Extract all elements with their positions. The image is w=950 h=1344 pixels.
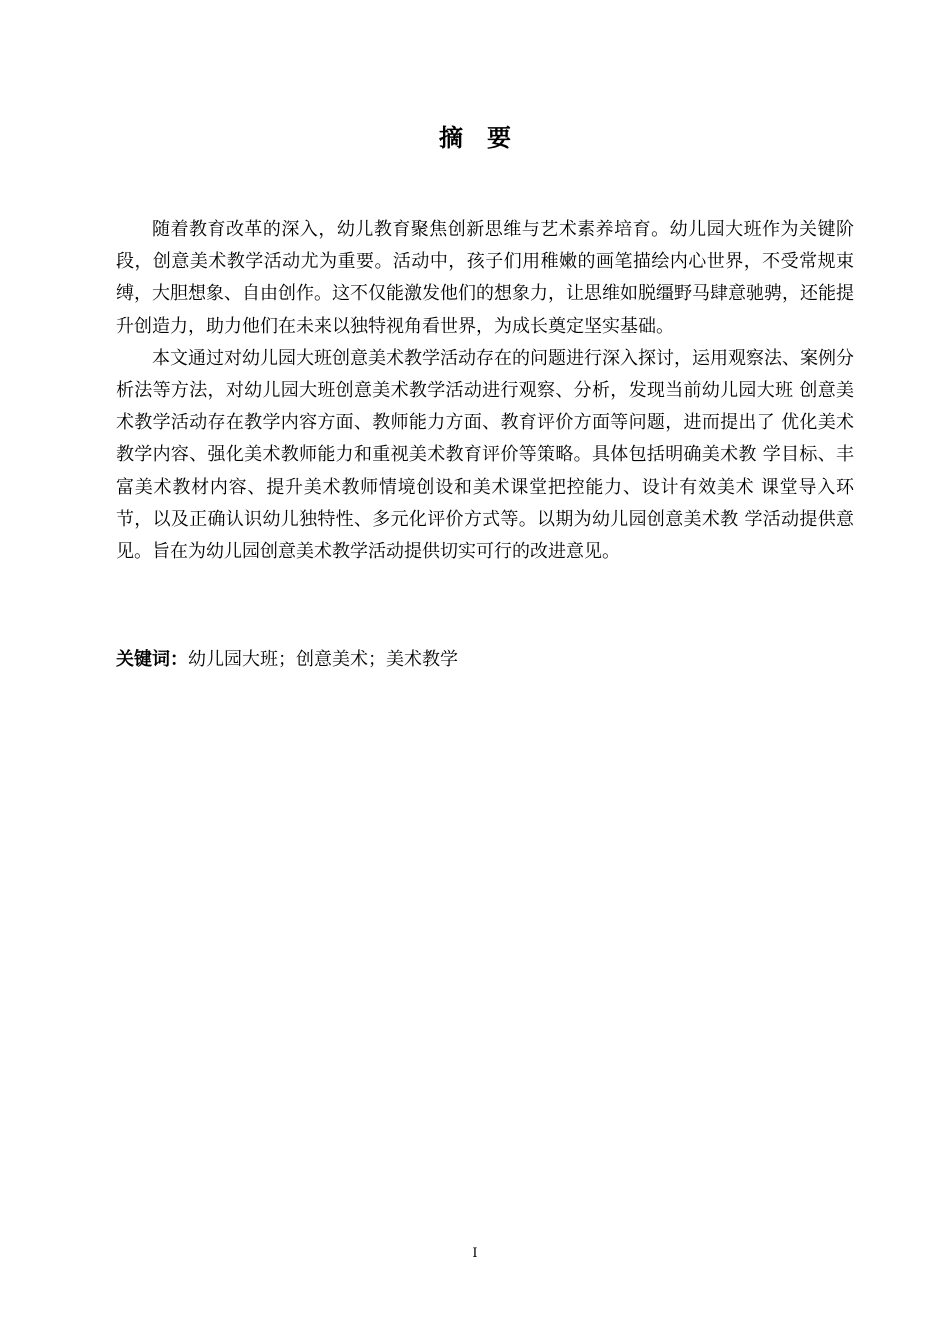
abstract-title: 摘要: [439, 124, 535, 152]
keywords-line: [116, 644, 854, 676]
abstract-body: [116, 214, 854, 568]
page-number: I: [472, 1246, 478, 1261]
abstract-paragraph-1: 随着教育改革的深入，幼儿教育聚焦创新思维与艺术素养培育。幼儿园大班作为关键阶段，创意美术教学活动尤为重要。活动中，孩子们用稚嫩的画笔描绘内心世界，不受常规束缚，大胆想象、自由创作。这不仅能激发他们的想象力，让思维如脱缰野马肆意驰骋，还能提升创造力，助力他们在未来以独特视角看世界，为成长奠定坚实基础。: [116, 219, 854, 337]
keywords-label: 关键词：: [116, 649, 188, 670]
abstract-paragraph-2: 本文通过对幼儿园大班创意美术教学活动存在的问题进行深入探讨，运用观察法、案例分析法等方法，对幼儿园大班创意美术教学活动进行观察、分析，发现当前幼儿园大班 创意美术教学活动存在教学内容方面、教师能力方面、教育评价方面等问题，进而提出了 优化美术教学内容、强化美术教师能力和重视美术教育评价等策略。具体包括明确美术教 学目标、丰富美术教材内容、提升美术教师情境创设和美术课堂把控能力、设计有效美术 课堂导入环节，以及正确认识幼儿独特性、多元化评价方式等。以期为幼儿园创意美术教 学活动提供意见。旨在为幼儿园创意美术教学活动提供切实可行的改进意见。: [116, 347, 854, 563]
keywords-value: 幼儿园大班；创意美术；美术教学: [188, 649, 458, 670]
